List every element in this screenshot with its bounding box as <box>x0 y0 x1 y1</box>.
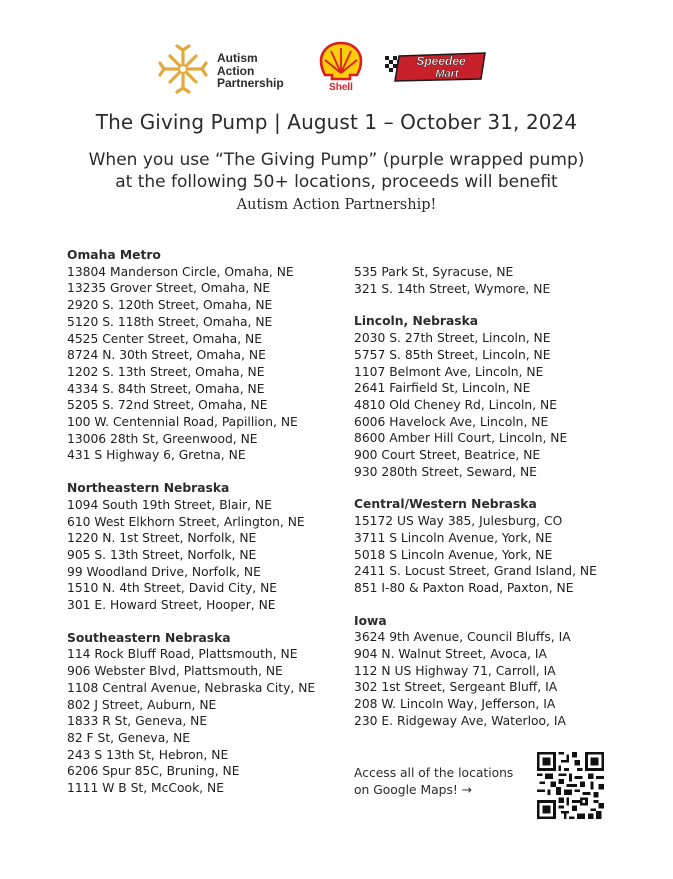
address-line: 1220 N. 1st Street, Norfolk, NE <box>67 531 257 546</box>
address-line: 904 N. Walnut Street, Avoca, IA <box>354 647 547 662</box>
address-line: 930 280th Street, Seward, NE <box>354 464 537 479</box>
address-line: 905 S. 13th Street, Norfolk, NE <box>67 547 257 562</box>
address-line: 5757 S. 85th Street, Lincoln, NE <box>354 347 551 362</box>
section-gap <box>354 480 614 496</box>
section-gap <box>67 464 347 480</box>
address-line: 112 N US Highway 71, Carroll, IA <box>354 663 556 678</box>
address-line: 802 J Street, Auburn, NE <box>67 697 217 712</box>
address-line: 535 Park St, Syracuse, NE <box>354 265 514 279</box>
sponsor-logos <box>0 40 673 100</box>
subtitle <box>0 149 673 216</box>
address-line: 1202 S. 13th Street, Omaha, NE <box>67 364 265 379</box>
aap-logo-wordmark <box>217 52 284 90</box>
address-line: 431 S Highway 6, Gretna, NE <box>67 448 246 463</box>
page-title: The Giving Pump | August 1 – October 31, 2024 <box>95 110 578 134</box>
address-line: 6206 Spur 85C, Bruning, NE <box>67 764 240 779</box>
address-line: 13804 Manderson Circle, Omaha, NE <box>67 264 294 279</box>
region-heading: Iowa <box>354 613 387 628</box>
address-line: 1833 R St, Geneva, NE <box>67 714 208 729</box>
subtitle-line-1: When you use “The Giving Pump” (purple wrapped pump) <box>88 150 585 170</box>
address-line: 3711 S Lincoln Avenue, York, NE <box>354 530 553 545</box>
address-line: 6006 Havelock Ave, Lincoln, NE <box>354 414 549 429</box>
address-line: 13006 28th St, Greenwood, NE <box>67 431 258 446</box>
address-line: 2920 S. 120th Street, Omaha, NE <box>67 298 273 313</box>
aap-logo-line-2: Action <box>217 63 255 78</box>
address-line: 5205 S. 72nd Street, Omaha, NE <box>67 398 268 413</box>
address-line: 900 Court Street, Beatrice, NE <box>354 448 541 463</box>
address-line: 1094 South 19th Street, Blair, NE <box>67 497 272 512</box>
speedee-mart-logo-icon <box>385 52 489 82</box>
address-line: 208 W. Lincoln Way, Jefferson, IA <box>354 697 556 712</box>
address-line: 610 West Elkhorn Street, Arlington, NE <box>67 514 305 529</box>
address-line: 2411 S. Locust Street, Grand Island, NE <box>354 564 597 579</box>
address-line: 301 E. Howard Street, Hooper, NE <box>67 598 276 613</box>
locations-column-right <box>354 264 614 730</box>
region-heading: Central/Western Nebraska <box>354 497 537 512</box>
google-maps-link[interactable] <box>354 765 513 799</box>
region-heading: Northeastern Nebraska <box>67 481 230 496</box>
address-line: 114 Rock Bluff Road, Plattsmouth, NE <box>67 647 298 662</box>
autism-action-partnership-logo-icon <box>158 44 208 94</box>
region-heading: Lincoln, Nebraska <box>354 314 479 329</box>
address-line: 82 F St, Geneva, NE <box>67 730 191 745</box>
address-line: 1107 Belmont Ave, Lincoln, NE <box>354 364 544 379</box>
address-line: 8724 N. 30th Street, Omaha, NE <box>67 348 266 363</box>
aap-logo-line-1: Autism <box>217 51 258 65</box>
address-line: 302 1st Street, Sergeant Bluff, IA <box>354 680 558 695</box>
address-line: 321 S. 14th Street, Wymore, NE <box>354 281 551 296</box>
address-line: 3624 9th Avenue, Council Bluffs, IA <box>354 630 571 645</box>
address-line: 5018 S Lincoln Avenue, York, NE <box>354 547 553 562</box>
address-line: 4810 Old Cheney Rd, Lincoln, NE <box>354 397 558 412</box>
address-line: 4525 Center Street, Omaha, NE <box>67 331 262 346</box>
maps-cta-line-2: on Google Maps! → <box>354 783 472 797</box>
section-gap <box>354 597 614 613</box>
maps-cta-line-1: Access all of the locations <box>354 766 514 780</box>
address-line: 1108 Central Avenue, Nebraska City, NE <box>67 680 316 695</box>
address-line: 1510 N. 4th Street, David City, NE <box>67 581 278 596</box>
address-line: 851 I-80 & Paxton Road, Paxton, NE <box>354 580 574 595</box>
address-line: 15172 US Way 385, Julesburg, CO <box>354 514 563 529</box>
region-heading: Omaha Metro <box>67 248 161 262</box>
shell-logo-icon <box>318 40 364 92</box>
region-heading: Southeastern Nebraska <box>67 630 231 645</box>
address-line: 8600 Amber Hill Court, Lincoln, NE <box>354 431 568 446</box>
address-line: 2641 Fairfield St, Lincoln, NE <box>354 381 531 396</box>
address-line: 99 Woodland Drive, Norfolk, NE <box>67 564 261 579</box>
section-gap <box>354 297 614 313</box>
address-line: 2030 S. 27th Street, Lincoln, NE <box>354 331 551 346</box>
aap-logo-line-3: Partnership <box>217 76 284 90</box>
address-line: 243 S 13th St, Hebron, NE <box>67 747 229 762</box>
shell-logo-text: Shell <box>329 82 353 92</box>
locations-column-left <box>67 247 347 797</box>
section-gap <box>67 614 347 630</box>
address-line: 906 Webster Blvd, Plattsmouth, NE <box>67 664 283 679</box>
address-line: 5120 S. 118th Street, Omaha, NE <box>67 314 273 329</box>
speedee-logo-line-1: Speedee <box>416 54 466 68</box>
subtitle-line-2: at the following 50+ locations, proceeds will benefit <box>115 172 558 192</box>
address-line: 1111 W B St, McCook, NE <box>67 781 224 796</box>
address-line: 230 E. Ridgeway Ave, Waterloo, IA <box>354 713 566 728</box>
speedee-logo-line-2: Mart <box>435 68 459 80</box>
qr-code-icon[interactable] <box>537 752 604 819</box>
address-line: 13235 Grover Street, Omaha, NE <box>67 281 271 296</box>
address-line: 100 W. Centennial Road, Papillion, NE <box>67 415 298 430</box>
subtitle-line-3: Autism Action Partnership! <box>236 197 437 213</box>
address-line: 4334 S. 84th Street, Omaha, NE <box>67 381 265 396</box>
